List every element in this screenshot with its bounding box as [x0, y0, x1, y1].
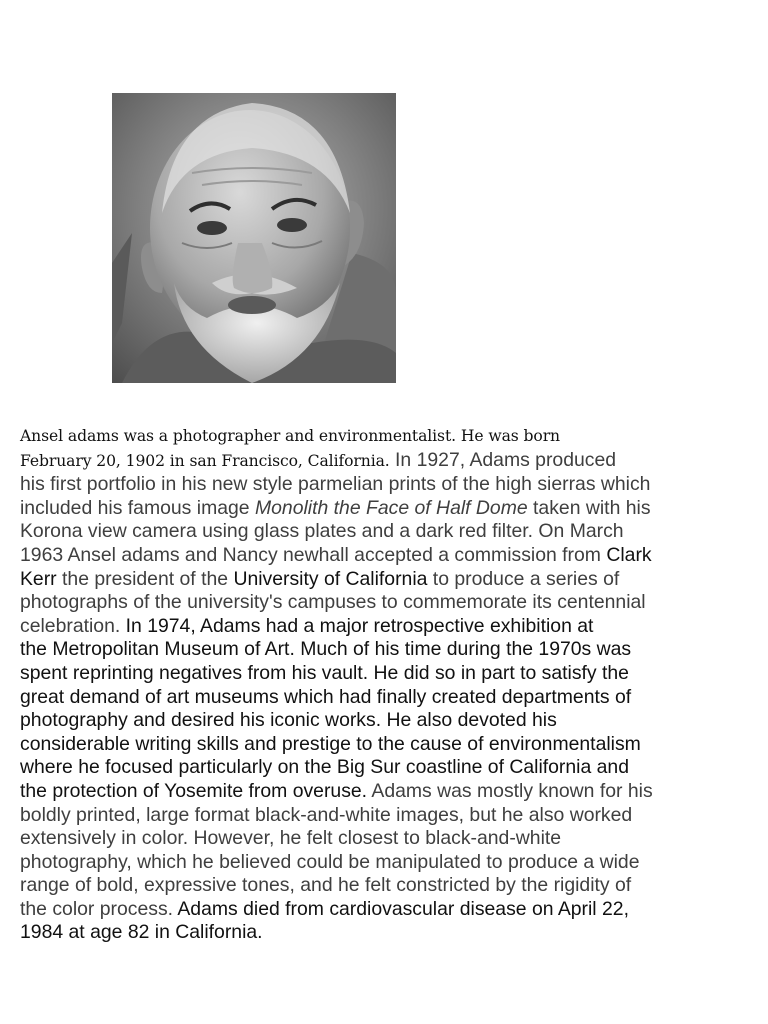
biography-line — [20, 591, 690, 615]
biography-line — [20, 921, 690, 945]
biography-line — [20, 686, 690, 710]
text-segment: taken with his — [527, 496, 651, 519]
text-segment: photography and desired his iconic works. He also devoted his — [20, 709, 557, 732]
text-segment: to produce a series of — [427, 567, 620, 590]
biography-line — [20, 780, 690, 804]
text-segment: boldly printed, large format black-and-white images, but he also worked — [20, 803, 633, 826]
text-segment: In 1927, Adams produced — [389, 448, 617, 471]
biography-text — [20, 424, 690, 945]
text-segment: range of bold, expressive tones, and he felt constricted by the rigidity of — [20, 874, 632, 897]
biography-line — [20, 733, 690, 757]
artwork-title: Monolith the Face of Half Dome — [254, 496, 528, 519]
biography-line — [20, 473, 690, 497]
text-segment: where he focused particularly on the Big Sur coastline of California and — [20, 756, 629, 779]
biography-line — [20, 615, 690, 639]
biography-line — [20, 568, 690, 592]
text-segment: Adams died from cardiovascular disease on April 22, — [173, 897, 629, 920]
text-segment: extensively in color. However, he felt closest to black-and-white — [20, 827, 562, 850]
text-segment: 1984 at age 82 in California. — [20, 921, 263, 944]
text-segment: the protection of Yosemite from overuse. — [20, 779, 368, 802]
text-segment: 1963 Ansel adams and Nancy newhall accepted a commission from — [20, 543, 607, 566]
text-segment: In 1974, Adams had a major retrospective exhibition at — [120, 614, 594, 637]
text-segment: photographs of the university's campuses to commemorate its centennial — [20, 591, 646, 614]
biography-line — [20, 851, 690, 875]
biography-line — [20, 827, 690, 851]
biography-line — [20, 756, 690, 780]
text-segment: considerable writing skills and prestige to the cause of environmentalism — [20, 732, 641, 755]
text-segment: celebration. — [20, 614, 121, 637]
biography-line — [20, 804, 690, 828]
text-segment: included his famous image — [20, 496, 255, 519]
text-segment: Korona view camera using glass plates and a dark red filter. On March — [20, 520, 624, 543]
biography-line — [20, 662, 690, 686]
text-segment: great demand of art museums which had finally created departments of — [20, 685, 632, 708]
portrait-photo — [112, 93, 396, 383]
biography-line — [20, 898, 690, 922]
text-segment: University of California — [233, 567, 428, 590]
biography-line — [20, 709, 690, 733]
text-segment: Kerr — [20, 567, 57, 590]
text-segment: Adams was mostly known for his — [367, 779, 653, 802]
text-segment: photography, which he believed could be manipulated to produce a wide — [20, 850, 640, 873]
text-segment: February 20, 1902 in san Francisco, California. — [20, 451, 390, 470]
biography-line — [20, 424, 690, 449]
text-segment: spent reprinting negatives from his vault. He did so in part to satisfy the — [20, 661, 629, 684]
biography-line — [20, 449, 690, 474]
text-segment: the president of the — [56, 567, 234, 590]
biography-line — [20, 497, 690, 521]
text-segment: Ansel adams was a photographer and environmentalist. He was born — [20, 427, 560, 445]
text-segment: the Metropolitan Museum of Art. Much of his time during the 1970s was — [20, 638, 632, 661]
biography-line — [20, 638, 690, 662]
text-segment: Clark — [606, 543, 652, 566]
biography-line — [20, 520, 690, 544]
text-segment: his first portfolio in his new style parmelian prints of the high sierras which — [20, 473, 651, 496]
biography-line — [20, 544, 690, 568]
biography-line — [20, 874, 690, 898]
portrait-image — [112, 93, 396, 383]
text-segment: the color process. — [20, 897, 174, 920]
